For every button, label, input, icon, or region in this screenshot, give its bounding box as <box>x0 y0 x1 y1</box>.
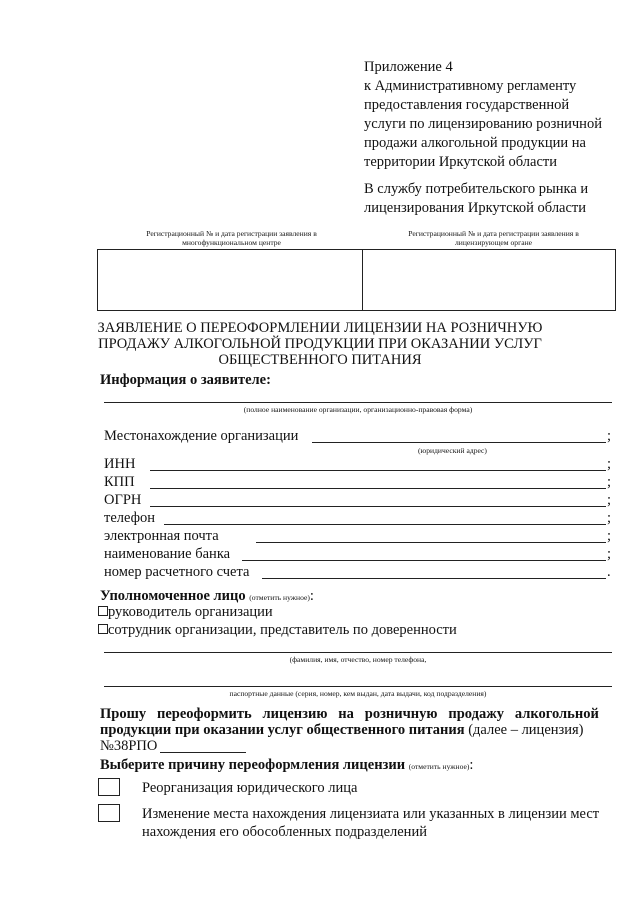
location-label: Местонахождение организации <box>104 428 299 444</box>
semicolon: ; <box>607 546 612 562</box>
bank-label: наименование банка <box>104 546 231 562</box>
license-number-field[interactable] <box>160 752 246 753</box>
reason-heading-row <box>100 757 473 774</box>
phone-field[interactable] <box>164 524 606 525</box>
reason-location-change-checkbox[interactable] <box>98 804 120 822</box>
reason-reorganization-label: Реорганизация юридического лица <box>142 780 358 796</box>
reason-reorganization-checkbox[interactable] <box>98 778 120 796</box>
semicolon: ; <box>607 510 612 526</box>
appendix-line: продажи алкогольной продукции на <box>364 135 586 151</box>
bank-field[interactable] <box>242 560 606 561</box>
appendix-line: предоставления государственной <box>364 97 570 113</box>
inn-label: ИНН <box>104 456 136 472</box>
semicolon: ; <box>607 456 612 472</box>
account-field[interactable] <box>262 578 606 579</box>
request-line: продукции при оказании услуг общественного питания (далее – лицензия) <box>100 722 584 738</box>
semicolon: ; <box>607 428 612 444</box>
registration-label-licensing: Регистрационный № и дата регистрации заявления в лицензирующем органе <box>408 229 579 247</box>
authorized-heading-row <box>100 588 314 605</box>
appendix-line: к Административному регламенту <box>364 78 577 94</box>
option-label: руководитель организации <box>108 604 273 620</box>
reason-hint: (отметить нужное) <box>408 762 470 771</box>
kpp-label: КПП <box>104 474 135 490</box>
inn-field[interactable] <box>150 470 606 471</box>
option-label: сотрудник организации, представитель по доверенности <box>108 622 457 638</box>
request-line: Прошу переоформить лицензию на розничную продажу алкогольной <box>100 706 599 722</box>
organization-name-hint: (полное наименование организации, организационно-правовая форма) <box>243 405 473 414</box>
document-title: ЗАЯВЛЕНИЕ О ПЕРЕОФОРМЛЕНИИ ЛИЦЕНЗИИ НА РОЗНИЧНУЮ ПРОДАЖУ АЛКОГОЛЬНОЙ ПРОДУКЦИИ ПРИ ОКАЗАНИИ УСЛУГ ОБЩЕСТВЕННОГО ПИТАНИЯ <box>97 320 543 368</box>
ogrn-label: ОГРН <box>104 492 142 508</box>
addressee <box>364 180 624 218</box>
authorized-option-director[interactable] <box>98 604 273 621</box>
location-hint: (юридический адрес) <box>418 446 487 455</box>
phone-label: телефон <box>104 510 156 526</box>
account-label: номер расчетного счета <box>104 564 250 580</box>
license-number-prefix: №38РПО <box>100 738 158 754</box>
request-text <box>100 706 614 754</box>
email-field[interactable] <box>256 542 606 543</box>
authorized-hint: (отметить нужное) <box>249 593 310 602</box>
passport-field[interactable] <box>104 686 612 687</box>
registration-box-licensing[interactable] <box>362 249 616 311</box>
kpp-field[interactable] <box>150 488 606 489</box>
appendix-header <box>364 58 624 172</box>
semicolon: ; <box>607 492 612 508</box>
appendix-line: территории Иркутской области <box>364 154 557 170</box>
registration-label-mfc: Регистрационный № и дата регистрации заявления в многофункциональном центре <box>146 229 317 247</box>
organization-name-field[interactable] <box>104 402 612 403</box>
authorized-person-hint: (фамилия, имя, отчество, номер телефона, <box>289 655 427 664</box>
registration-box-mfc[interactable] <box>97 249 363 311</box>
passport-hint: паспортные данные (серия, номер, кем выдан, дата выдачи, код подразделения) <box>229 689 487 698</box>
location-field[interactable] <box>312 442 606 443</box>
email-label: электронная почта <box>104 528 219 544</box>
applicant-heading: Информация о заявителе: <box>100 372 271 388</box>
appendix-line: услуги по лицензированию розничной <box>364 116 602 132</box>
colon: : <box>309 588 314 604</box>
addressee-line: лицензирования Иркутской области <box>364 200 587 216</box>
ogrn-field[interactable] <box>150 506 606 507</box>
semicolon: ; <box>607 474 612 490</box>
semicolon: ; <box>607 528 612 544</box>
colon: : <box>469 757 474 773</box>
checkbox[interactable] <box>98 624 108 634</box>
reason-location-change-label: Изменение места нахождения лицензиата или указанных в лицензии мест нахождения его обособленных подразделений <box>142 806 600 840</box>
appendix-line: Приложение 4 <box>364 59 453 75</box>
checkbox[interactable] <box>98 606 108 616</box>
reason-heading: Выберите причину переоформления лицензии <box>100 757 406 773</box>
authorized-person-field[interactable] <box>104 652 612 653</box>
addressee-line: В службу потребительского рынка и <box>364 181 589 197</box>
authorized-heading: Уполномоченное лицо <box>100 588 246 604</box>
authorized-option-employee[interactable] <box>98 622 457 639</box>
period: . <box>607 564 611 580</box>
